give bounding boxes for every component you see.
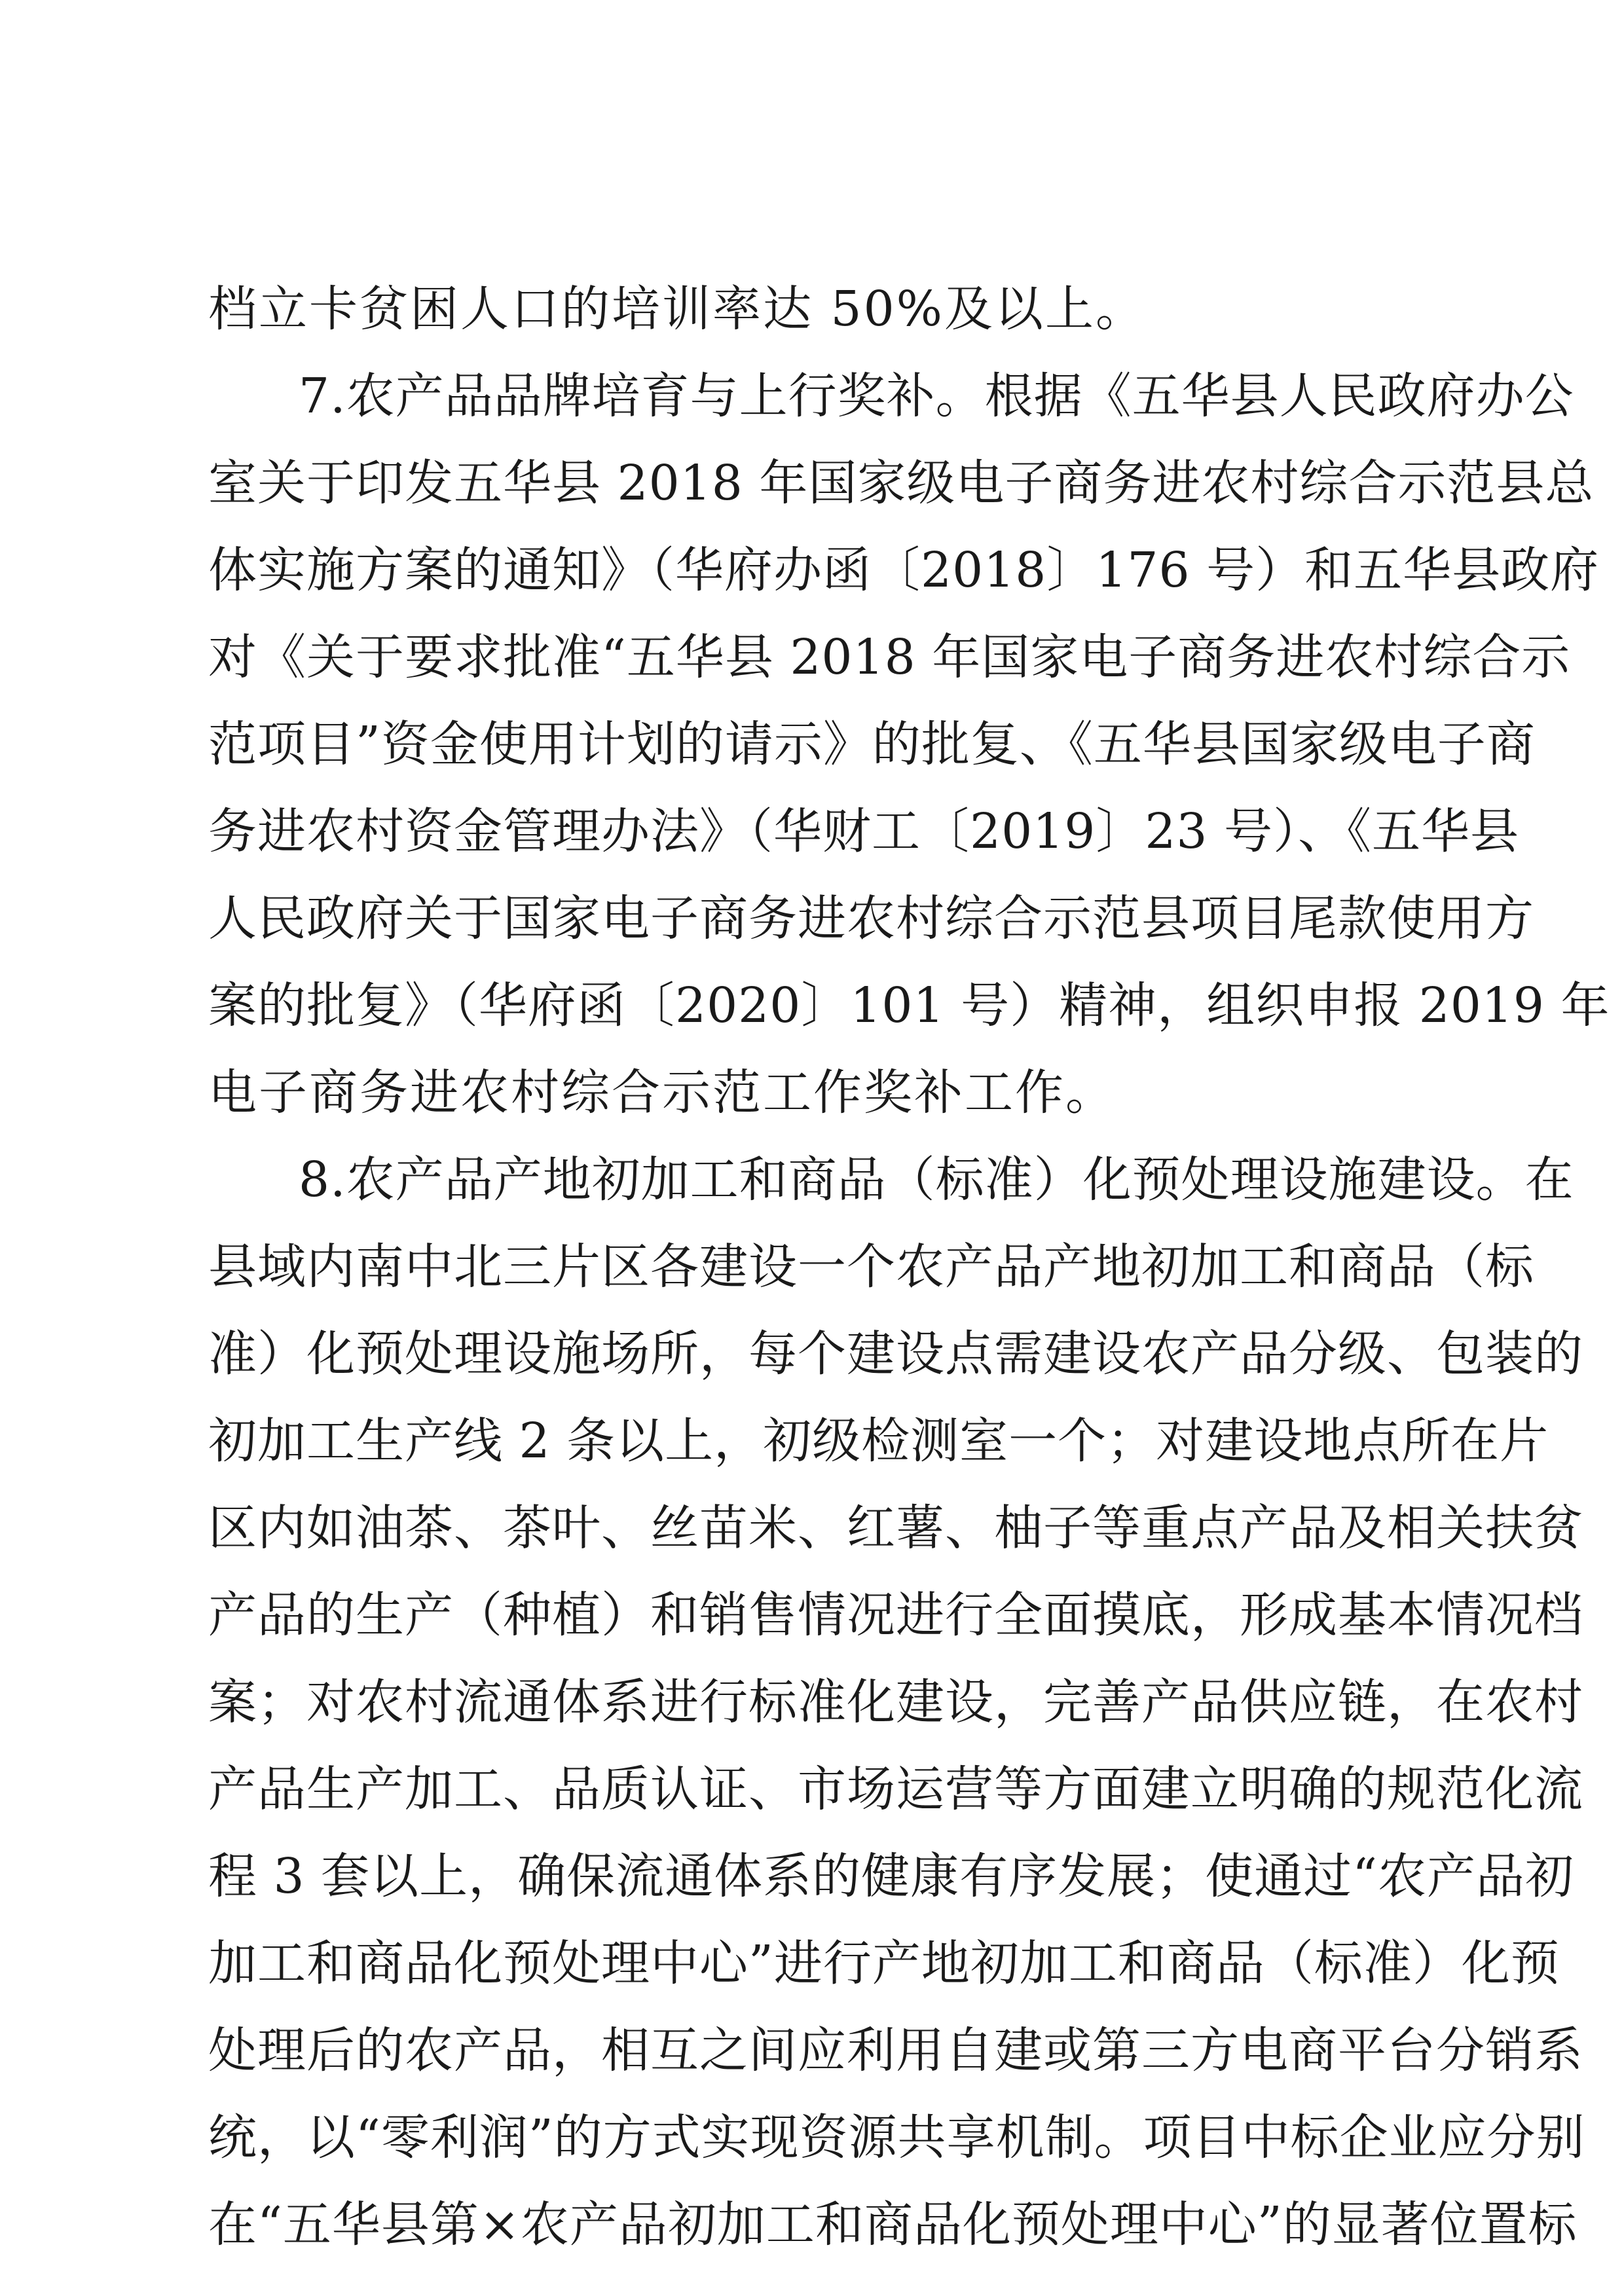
text-line: 处理后的农产品，相互之间应利用自建或第三方电商平台分销系 — [208, 2022, 1583, 2079]
section-7-heading-line: 7.农产品品牌培育与上行奖补。根据《五华县人民政府办公 — [299, 368, 1574, 424]
text-line: 务进农村资金管理办法》（华财工〔2019〕23 号）、《五华县 — [208, 803, 1520, 860]
text-line: 案的批复》（华府函〔2020〕101 号）精神，组织申报 2019 年 — [208, 977, 1610, 1034]
text-line: 档立卡贫困人口的培训率达 50%及以上。 — [208, 281, 1146, 337]
text-line: 在“五华县第×农产品初加工和商品化预处理中心”的显著位置标 — [208, 2196, 1578, 2253]
text-line: 人民政府关于国家电子商务进农村综合示范县项目尾款使用方 — [208, 890, 1534, 947]
text-line: 案；对农村流通体系进行标准化建设，完善产品供应链，在农村 — [208, 1674, 1583, 1730]
text-line: 区内如油茶、茶叶、丝苗米、红薯、柚子等重点产品及相关扶贫 — [208, 1500, 1583, 1556]
text-line: 室关于印发五华县 2018 年国家级电子商务进农村综合示范县总 — [208, 455, 1595, 511]
text-line: 范项目”资金使用计划的请示》的批复、《五华县国家级电子商 — [208, 716, 1536, 773]
text-line: 产品生产加工、品质认证、市场运营等方面建立明确的规范化流 — [208, 1761, 1583, 1817]
text-line: 准）化预处理设施场所，每个建设点需建设农产品分级、包装的 — [208, 1326, 1583, 1382]
text-line: 体实施方案的通知》（华府办函〔2018〕176 号）和五华县政府 — [208, 542, 1600, 598]
text-line: 电子商务进农村综合示范工作奖补工作。 — [208, 1065, 1116, 1121]
text-line: 加工和商品化预处理中心”进行产地初加工和商品（标准）化预 — [208, 1935, 1560, 1992]
section-8-heading-line: 8.农产品产地初加工和商品（标准）化预处理设施建设。在 — [299, 1152, 1574, 1208]
text-line: 程 3 套以上，确保流通体系的健康有序发展；使通过“农产品初 — [208, 1848, 1574, 1904]
text-line: 统，以“零利润”的方式实现资源共享机制。项目中标企业应分别 — [208, 2109, 1585, 2166]
text-line: 产品的生产（种植）和销售情况进行全面摸底，形成基本情况档 — [208, 1587, 1583, 1643]
text-line: 初加工生产线 2 条以上，初级检测室一个；对建设地点所在片 — [208, 1413, 1549, 1469]
text-line: 县域内南中北三片区各建设一个农产品产地初加工和商品（标 — [208, 1239, 1534, 1295]
text-line: 对《关于要求批准“五华县 2018 年国家电子商务进农村综合示 — [208, 629, 1571, 685]
